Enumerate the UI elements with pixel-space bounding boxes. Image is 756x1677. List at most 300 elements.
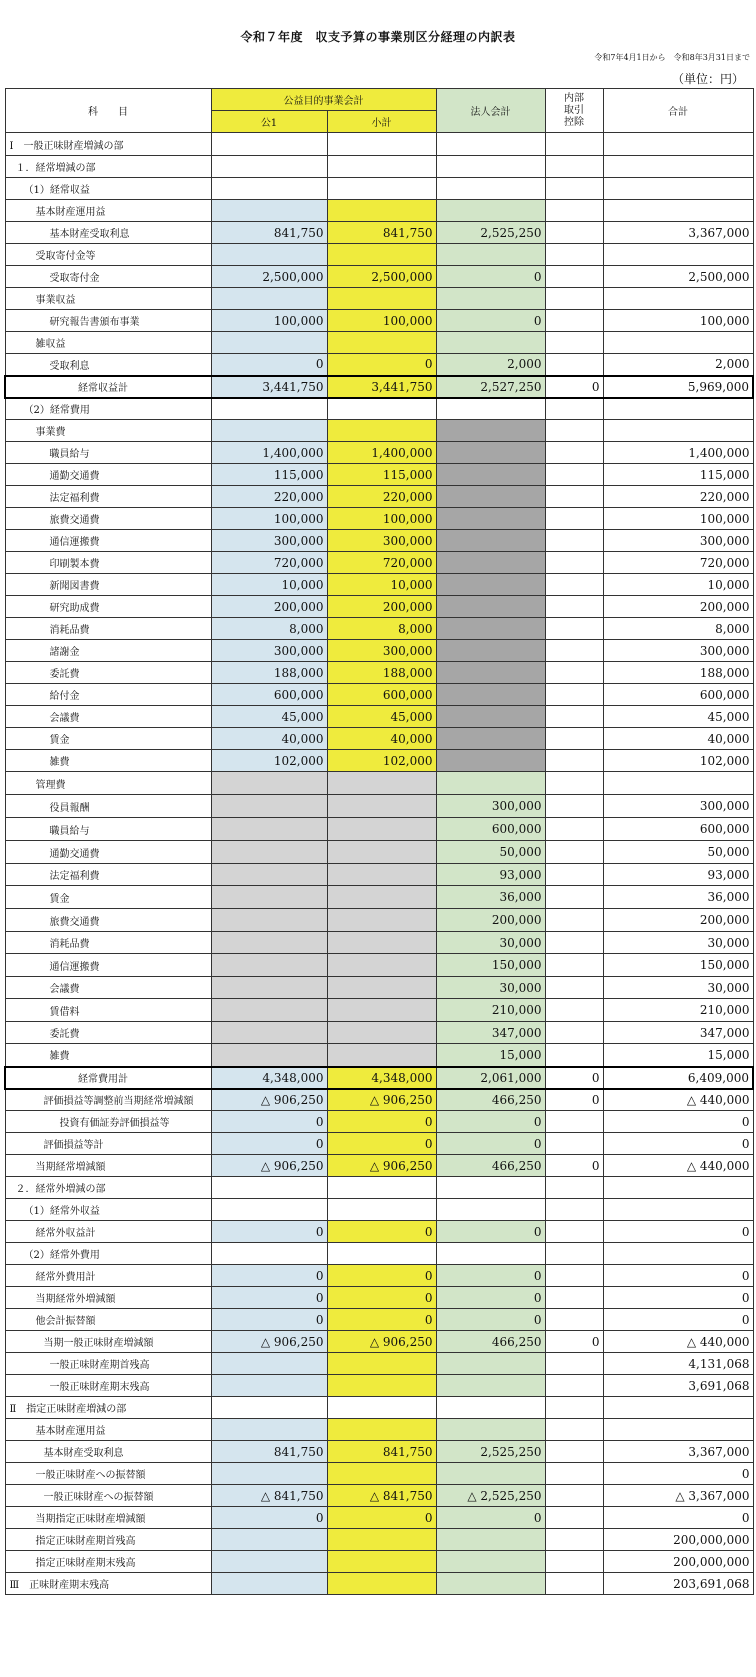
row-label: 賃金 (5, 728, 211, 750)
cell-subtotal (327, 932, 436, 954)
table-row (5, 464, 753, 486)
cell-corporate: 0 (436, 1265, 545, 1287)
cell-public1 (211, 795, 327, 818)
cell-subtotal: 0 (327, 1287, 436, 1309)
cell-internal (545, 310, 603, 332)
cell-corporate (436, 1573, 545, 1595)
cell-corporate (436, 486, 545, 508)
cell-internal (545, 1441, 603, 1463)
cell-public1: 300,000 (211, 530, 327, 552)
row-label: 賃借料 (5, 999, 211, 1022)
row-label: 経常外収益計 (5, 1221, 211, 1243)
row-label: 基本財産運用益 (5, 200, 211, 222)
cell-corporate: 0 (436, 1133, 545, 1155)
cell-total: 40,000 (603, 728, 753, 750)
cell-subtotal (327, 1177, 436, 1199)
row-label: 経常収益計 (5, 376, 211, 398)
cell-total (603, 420, 753, 442)
cell-subtotal: 841,750 (327, 1441, 436, 1463)
table-row (5, 1089, 753, 1111)
row-label: 当期経常増減額 (5, 1155, 211, 1177)
cell-corporate (436, 1243, 545, 1265)
cell-public1: △ 841,750 (211, 1485, 327, 1507)
cell-subtotal (327, 886, 436, 909)
row-label: 消耗品費 (5, 932, 211, 954)
cell-public1: △ 906,250 (211, 1089, 327, 1111)
table-row (5, 728, 753, 750)
cell-subtotal: 188,000 (327, 662, 436, 684)
row-label: 受取利息 (5, 354, 211, 376)
cell-corporate (436, 1463, 545, 1485)
cell-public1 (211, 244, 327, 266)
cell-public1 (211, 1463, 327, 1485)
table-row (5, 1485, 753, 1507)
cell-public1: 102,000 (211, 750, 327, 772)
row-label: 一般正味財産期首残高 (5, 1353, 211, 1375)
cell-public1 (211, 1177, 327, 1199)
row-label: 一般正味財産期末残高 (5, 1375, 211, 1397)
cell-total (603, 1199, 753, 1221)
table-row (5, 977, 753, 999)
cell-total (603, 288, 753, 310)
header-internal-elimination: 内部 取引 控除 (545, 89, 603, 133)
cell-corporate: 466,250 (436, 1089, 545, 1111)
table-row (5, 640, 753, 662)
cell-corporate (436, 1529, 545, 1551)
table-row (5, 1331, 753, 1353)
cell-public1 (211, 909, 327, 932)
table-row (5, 398, 753, 420)
cell-internal (545, 772, 603, 795)
header-corporate: 法人会計 (436, 89, 545, 133)
cell-public1: 0 (211, 1309, 327, 1331)
cell-subtotal: △ 841,750 (327, 1485, 436, 1507)
row-label: 投資有価証券評価損益等 (5, 1111, 211, 1133)
table-row (5, 1375, 753, 1397)
cell-internal (545, 954, 603, 977)
table-row (5, 1551, 753, 1573)
cell-subtotal (327, 1573, 436, 1595)
table-row (5, 244, 753, 266)
cell-corporate: 150,000 (436, 954, 545, 977)
cell-total: 0 (603, 1265, 753, 1287)
cell-public1: 0 (211, 1221, 327, 1243)
row-label: 委託費 (5, 662, 211, 684)
cell-subtotal: 100,000 (327, 310, 436, 332)
cell-corporate: 466,250 (436, 1331, 545, 1353)
row-label: 事業費 (5, 420, 211, 442)
cell-public1 (211, 1022, 327, 1044)
cell-subtotal: 841,750 (327, 222, 436, 244)
cell-public1 (211, 398, 327, 420)
cell-total: 50,000 (603, 841, 753, 864)
cell-public1: 0 (211, 1265, 327, 1287)
cell-total: 210,000 (603, 999, 753, 1022)
cell-corporate (436, 398, 545, 420)
cell-subtotal: 45,000 (327, 706, 436, 728)
cell-total (603, 398, 753, 420)
cell-total: 300,000 (603, 795, 753, 818)
table-row (5, 1243, 753, 1265)
row-label: 諸謝金 (5, 640, 211, 662)
table-row (5, 376, 753, 398)
table-row (5, 662, 753, 684)
cell-public1 (211, 1573, 327, 1595)
cell-subtotal: 0 (327, 1507, 436, 1529)
budget-breakdown-table (4, 88, 754, 1595)
row-label: 会議費 (5, 977, 211, 999)
table-row (5, 1353, 753, 1375)
cell-subtotal: 200,000 (327, 596, 436, 618)
cell-public1: 2,500,000 (211, 266, 327, 288)
header-public1: 公1 (211, 111, 327, 133)
cell-public1: 0 (211, 1287, 327, 1309)
table-body (5, 133, 753, 1595)
cell-internal (545, 1573, 603, 1595)
table-row (5, 1044, 753, 1067)
cell-subtotal: 3,441,750 (327, 376, 436, 398)
table-row (5, 864, 753, 886)
cell-corporate (436, 596, 545, 618)
table-row (5, 486, 753, 508)
table-row (5, 1022, 753, 1044)
cell-public1: 45,000 (211, 706, 327, 728)
cell-internal (545, 266, 603, 288)
table-row (5, 1287, 753, 1309)
cell-total: 30,000 (603, 977, 753, 999)
table-row (5, 596, 753, 618)
table-row (5, 200, 753, 222)
cell-total (603, 1243, 753, 1265)
cell-internal (545, 1529, 603, 1551)
table-row (5, 841, 753, 864)
cell-total: 600,000 (603, 684, 753, 706)
cell-corporate: 93,000 (436, 864, 545, 886)
row-label: 会議費 (5, 706, 211, 728)
row-label: （1）経常外収益 (5, 1199, 211, 1221)
cell-corporate: 50,000 (436, 841, 545, 864)
table-row (5, 1265, 753, 1287)
table-row (5, 133, 753, 156)
header-subject: 科 目 (5, 89, 211, 133)
cell-internal (545, 662, 603, 684)
cell-subtotal: 8,000 (327, 618, 436, 640)
table-row (5, 332, 753, 354)
table-row (5, 530, 753, 552)
cell-corporate (436, 1397, 545, 1419)
cell-total: 720,000 (603, 552, 753, 574)
cell-total: 188,000 (603, 662, 753, 684)
cell-corporate (436, 244, 545, 266)
cell-subtotal: 40,000 (327, 728, 436, 750)
cell-total (603, 156, 753, 178)
row-label: 旅費交通費 (5, 909, 211, 932)
cell-internal (545, 288, 603, 310)
cell-public1 (211, 156, 327, 178)
cell-internal (545, 1419, 603, 1441)
cell-public1 (211, 864, 327, 886)
row-label: 通信運搬費 (5, 954, 211, 977)
cell-internal (545, 684, 603, 706)
cell-subtotal (327, 841, 436, 864)
cell-internal (545, 156, 603, 178)
header-subtotal: 小計 (327, 111, 436, 133)
row-label: 役員報酬 (5, 795, 211, 818)
cell-internal (545, 640, 603, 662)
cell-corporate: 0 (436, 1287, 545, 1309)
cell-public1: 0 (211, 1111, 327, 1133)
cell-corporate: 36,000 (436, 886, 545, 909)
row-label: 受取寄付金等 (5, 244, 211, 266)
table-row (5, 178, 753, 200)
cell-internal (545, 244, 603, 266)
cell-corporate: 210,000 (436, 999, 545, 1022)
cell-total: 220,000 (603, 486, 753, 508)
table-row (5, 1463, 753, 1485)
cell-subtotal: 0 (327, 1265, 436, 1287)
cell-corporate (436, 618, 545, 640)
table-row (5, 1133, 753, 1155)
cell-total: 45,000 (603, 706, 753, 728)
cell-total: 1,400,000 (603, 442, 753, 464)
cell-total: 0 (603, 1309, 753, 1331)
table-row (5, 156, 753, 178)
cell-corporate (436, 508, 545, 530)
cell-corporate: 0 (436, 1309, 545, 1331)
cell-total: △ 3,367,000 (603, 1485, 753, 1507)
cell-public1 (211, 818, 327, 841)
cell-corporate (436, 574, 545, 596)
cell-public1: 188,000 (211, 662, 327, 684)
row-label: 研究報告書頒布事業 (5, 310, 211, 332)
cell-public1 (211, 1044, 327, 1067)
cell-internal (545, 818, 603, 841)
cell-corporate (436, 728, 545, 750)
cell-total: △ 440,000 (603, 1155, 753, 1177)
cell-total: 2,000 (603, 354, 753, 376)
table-row (5, 818, 753, 841)
table-row (5, 684, 753, 706)
row-label: 経常外費用計 (5, 1265, 211, 1287)
table-row (5, 266, 753, 288)
cell-internal: 0 (545, 376, 603, 398)
row-label: 職員給与 (5, 442, 211, 464)
table-row (5, 954, 753, 977)
row-label: 法定福利費 (5, 864, 211, 886)
cell-public1: 720,000 (211, 552, 327, 574)
cell-subtotal (327, 133, 436, 156)
cell-subtotal (327, 909, 436, 932)
row-label: 雑費 (5, 1044, 211, 1067)
cell-public1 (211, 1397, 327, 1419)
cell-internal (545, 1044, 603, 1067)
cell-subtotal: 220,000 (327, 486, 436, 508)
cell-total (603, 200, 753, 222)
cell-subtotal (327, 1419, 436, 1441)
cell-total: 203,691,068 (603, 1573, 753, 1595)
row-label: 指定正味財産期末残高 (5, 1551, 211, 1573)
cell-public1: 0 (211, 1133, 327, 1155)
cell-corporate (436, 684, 545, 706)
cell-total: 200,000 (603, 909, 753, 932)
cell-subtotal: △ 906,250 (327, 1331, 436, 1353)
cell-total: 150,000 (603, 954, 753, 977)
row-label: 当期経常外増減額 (5, 1287, 211, 1309)
cell-public1 (211, 332, 327, 354)
cell-public1 (211, 1375, 327, 1397)
cell-public1 (211, 1199, 327, 1221)
cell-internal (545, 398, 603, 420)
cell-internal (545, 1507, 603, 1529)
header-row-top (5, 89, 753, 111)
cell-subtotal: △ 906,250 (327, 1155, 436, 1177)
cell-public1 (211, 932, 327, 954)
cell-corporate (436, 288, 545, 310)
cell-corporate (436, 1353, 545, 1375)
cell-public1: △ 906,250 (211, 1155, 327, 1177)
cell-subtotal: 0 (327, 1111, 436, 1133)
cell-subtotal: 600,000 (327, 684, 436, 706)
cell-internal (545, 864, 603, 886)
cell-corporate (436, 332, 545, 354)
table-row (5, 1507, 753, 1529)
cell-subtotal (327, 1022, 436, 1044)
cell-total: 600,000 (603, 818, 753, 841)
cell-subtotal (327, 1463, 436, 1485)
cell-internal (545, 1287, 603, 1309)
cell-corporate: 2,525,250 (436, 222, 545, 244)
cell-total: 0 (603, 1133, 753, 1155)
cell-corporate (436, 772, 545, 795)
cell-internal (545, 508, 603, 530)
row-label: 当期指定正味財産増減額 (5, 1507, 211, 1529)
table-row (5, 1199, 753, 1221)
row-label: 基本財産受取利息 (5, 1441, 211, 1463)
cell-public1 (211, 420, 327, 442)
cell-public1: 600,000 (211, 684, 327, 706)
cell-corporate (436, 1177, 545, 1199)
cell-total: 347,000 (603, 1022, 753, 1044)
cell-internal (545, 886, 603, 909)
cell-total: 36,000 (603, 886, 753, 909)
cell-corporate: 0 (436, 1111, 545, 1133)
cell-subtotal: 100,000 (327, 508, 436, 530)
row-label: 雑収益 (5, 332, 211, 354)
cell-internal (545, 1133, 603, 1155)
cell-total: 100,000 (603, 310, 753, 332)
row-label: （2）経常費用 (5, 398, 211, 420)
cell-internal (545, 728, 603, 750)
row-label: 他会計振替額 (5, 1309, 211, 1331)
cell-subtotal: 4,348,000 (327, 1067, 436, 1089)
cell-subtotal (327, 1529, 436, 1551)
cell-internal (545, 618, 603, 640)
row-label: 雑費 (5, 750, 211, 772)
cell-public1: 10,000 (211, 574, 327, 596)
cell-public1: 3,441,750 (211, 376, 327, 398)
cell-internal (545, 1177, 603, 1199)
cell-subtotal: 2,500,000 (327, 266, 436, 288)
cell-subtotal: 0 (327, 1309, 436, 1331)
row-label: 法定福利費 (5, 486, 211, 508)
cell-public1: 200,000 (211, 596, 327, 618)
cell-subtotal (327, 1044, 436, 1067)
cell-public1 (211, 1551, 327, 1573)
table-row (5, 508, 753, 530)
cell-total: △ 440,000 (603, 1089, 753, 1111)
row-label: 研究助成費 (5, 596, 211, 618)
cell-public1: 115,000 (211, 464, 327, 486)
row-label: 評価損益等調整前当期経常増減額 (5, 1089, 211, 1111)
cell-subtotal (327, 332, 436, 354)
unit-label: （単位：円） (671, 72, 744, 86)
table-row (5, 574, 753, 596)
table-row (5, 1309, 753, 1331)
row-label: 受取寄付金 (5, 266, 211, 288)
cell-corporate: 0 (436, 1507, 545, 1529)
cell-internal: 0 (545, 1155, 603, 1177)
cell-internal (545, 552, 603, 574)
cell-total (603, 332, 753, 354)
cell-subtotal (327, 288, 436, 310)
fiscal-period: 令和7年4月1日から 令和8年3月31日まで (594, 53, 750, 62)
cell-public1 (211, 772, 327, 795)
cell-internal (545, 909, 603, 932)
cell-corporate (436, 706, 545, 728)
row-label: 基本財産運用益 (5, 1419, 211, 1441)
cell-internal (545, 977, 603, 999)
table-row (5, 354, 753, 376)
cell-total: 100,000 (603, 508, 753, 530)
cell-internal (545, 1199, 603, 1221)
cell-total: 4,131,068 (603, 1353, 753, 1375)
cell-internal (545, 841, 603, 864)
cell-corporate (436, 1199, 545, 1221)
cell-total (603, 244, 753, 266)
cell-public1 (211, 200, 327, 222)
cell-corporate (436, 1551, 545, 1573)
cell-corporate (436, 442, 545, 464)
cell-public1: 220,000 (211, 486, 327, 508)
cell-total: 0 (603, 1287, 753, 1309)
cell-internal (545, 530, 603, 552)
row-label: 指定正味財産期首残高 (5, 1529, 211, 1551)
cell-subtotal (327, 1199, 436, 1221)
cell-internal (545, 1375, 603, 1397)
table-row (5, 288, 753, 310)
table-row (5, 1177, 753, 1199)
cell-internal (545, 486, 603, 508)
cell-total: 10,000 (603, 574, 753, 596)
row-label: 評価損益等計 (5, 1133, 211, 1155)
cell-corporate: 0 (436, 266, 545, 288)
cell-total: 30,000 (603, 932, 753, 954)
cell-corporate: 30,000 (436, 977, 545, 999)
cell-corporate (436, 530, 545, 552)
cell-internal (545, 354, 603, 376)
cell-corporate: 30,000 (436, 932, 545, 954)
table-row (5, 310, 753, 332)
table-row (5, 1441, 753, 1463)
cell-corporate: 347,000 (436, 1022, 545, 1044)
table-row (5, 1397, 753, 1419)
cell-corporate (436, 662, 545, 684)
cell-public1: 0 (211, 1507, 327, 1529)
cell-internal (545, 464, 603, 486)
row-label: 通勤交通費 (5, 464, 211, 486)
cell-internal (545, 420, 603, 442)
cell-internal (545, 332, 603, 354)
